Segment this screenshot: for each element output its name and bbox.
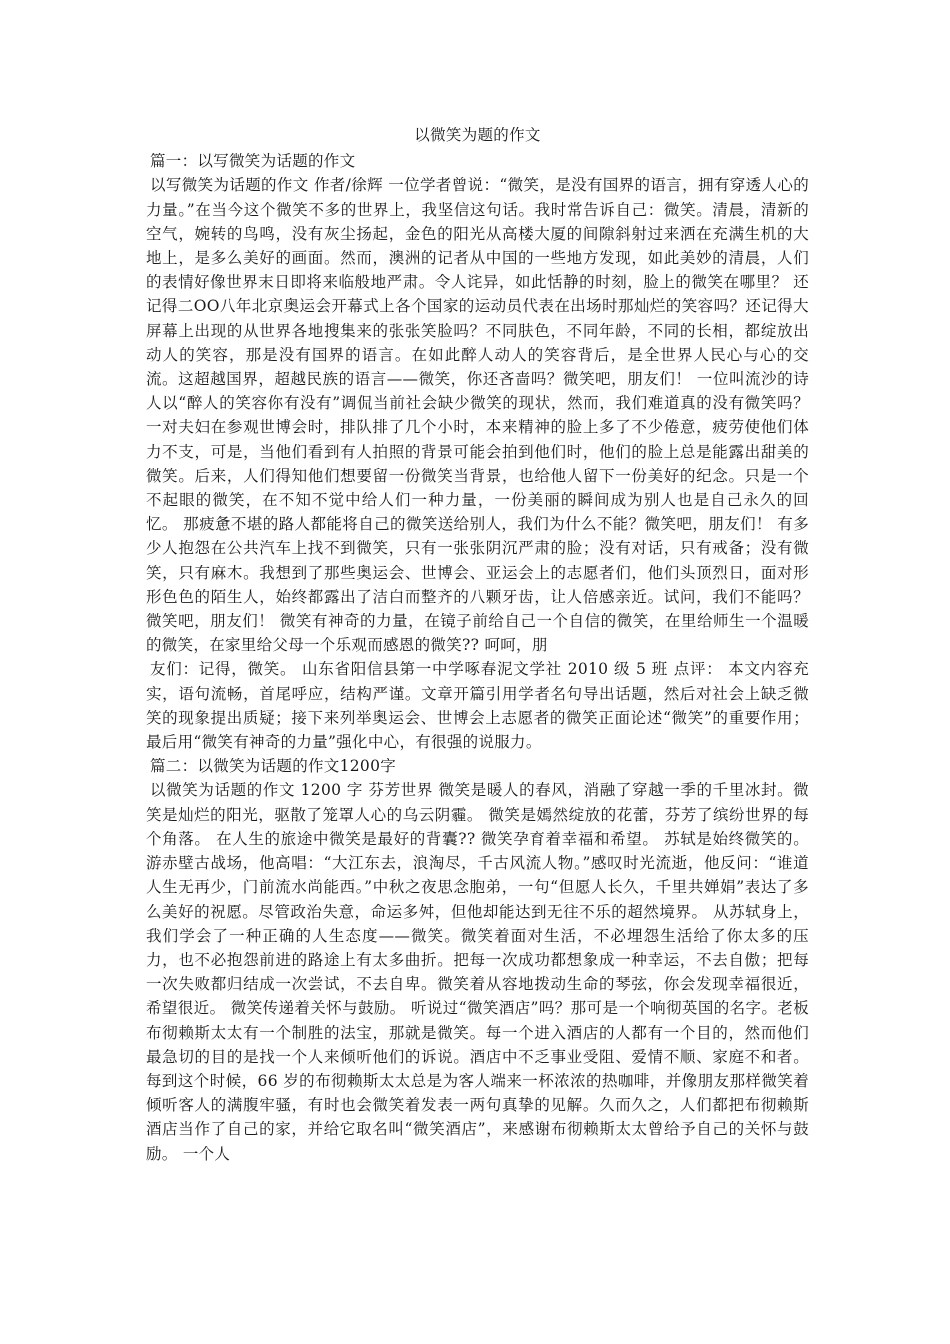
- document-body: [146, 123, 809, 1166]
- document-title: 以微笑为题的作文: [414, 126, 541, 144]
- section-2-paragraph-1: [146, 778, 809, 1165]
- section-heading-1: 篇一：以写微笑为话题的作文: [150, 152, 356, 171]
- paragraph-text: 以写微笑为话题的作文 作者/徐辉 一位学者曾说：“微笑，是没有国界的语言，拥有穿透人心的力量。”在当今这个微笑不多的世界上，我坚信这句话。我时常告诉自己：微笑。清晨，清新的空气，婉转的鸟鸣，没有灰尘扬起，金色的阳光从高楼大厦的间隙斜射过来洒在充满生机的大地上，是多么美好的画面。然而，澳洲的记者从中国的一些地方发现，如此美妙的清晨，人们的表情好像世界末日即将来临般地严肃。令人诧异，如此恬静的时刻，脸上的微笑在哪里？ 还记得二OO八年北京奥运会开幕式上各个国家的运动员代表在出场时那灿烂的笑容吗？还记得大屏幕上出现的从世界各地搜集来的张张笑脸吗？不同肤色，不同年龄，不同的长相，都绽放出动人的笑容，那是没有国界的语言。在如此醉人动人的笑容背后，是全世界人民心与心的交流。这超越国界，超越民族的语言——微笑，你还吝啬吗？微笑吧，朋友们！ 一位叫流沙的诗人以“醉人的笑容你有没有”调侃当前社会缺少微笑的现状，然而，我们难道真的没有微笑吗？一对夫妇在参观世博会时，排队排了几个小时，本来精神的脸上多了不少倦意，疲劳使他们体力不支，可是，当他们看到有人拍照的背景可能会拍到他们时，他们的脸上总是能露出甜美的微笑。后来，人们得知他们想要留一份微笑当背景，也给他人留下一份美好的纪念。只是一个不起眼的微笑，在不知不觉中给人们一种力量，一份美丽的瞬间成为别人也是自己永久的回忆。 那疲惫不堪的路人都能将自己的微笑送给别人，我们为什么不能？微笑吧，朋友们！ 有多少人抱怨在公共汽车上找不到微笑，只有一张张阴沉严肃的脸；没有对话，只有戒备；没有微笑，只有麻木。我想到了那些奥运会、世博会、亚运会上的志愿者们，他们头顶烈日，面对形形色色的陌生人，始终都露出了洁白而整齐的八颗牙齿，让人倍感亲近。试问，我们不能吗？微笑吧，朋友们！ 微笑有神奇的力量，在镜子前给自己一个自信的微笑，在里给师生一个温暖的微笑，在家里给父母一个乐观而感恩的微笑?? 呵呵，朋: [146, 176, 809, 655]
- section-1-paragraph-1: [146, 173, 809, 657]
- section-heading-2: 篇二：以微笑为话题的作文1200字: [150, 757, 397, 776]
- paragraph-text: 友们：记得，微笑。 山东省阳信县第一中学啄春泥文学社 2010 级 5 班 点评： 本文内容充实，语句流畅，首尾呼应，结构严谨。文章开篇引用学者名句导出话题，然后对社会上缺乏微笑的现象提出质疑；接下来列举奥运会、世博会上志愿者的微笑正面论述“微笑”的重要作用；最后用“微笑有神奇的力量”强化中心，有很强的说服力。: [146, 660, 809, 752]
- paragraph-text: 以微笑为话题的作文 1200 字 芬芳世界 微笑是暖人的春风，消融了穿越一季的千里冰封。微笑是灿烂的阳光，驱散了笼罩人心的乌云阴霾。 微笑是嫣然绽放的花蕾，芬芳了缤纷世界的每个角落。 在人生的旅途中微笑是最好的背囊?? 微笑孕育着幸福和希望。 苏轼是始终微笑的。游赤壁古战场，他高唱：“大江东去，浪淘尽，千古风流人物。”感叹时光流逝，他反问：“谁道人生无再少，门前流水尚能西。”中秋之夜思念胞弟，一句“但愿人长久，千里共婵娟”表达了多么美好的祝愿。尽管政治失意，命运多舛，但他却能达到无往不乐的超然境界。 从苏轼身上，我们学会了一种正确的人生态度——微笑。微笑着面对生活，不必埋怨生活给了你太多的压力，也不必抱怨前进的路途上有太多曲折。把每一次成功都想象成一种幸运，不去自傲；把每一次失败都归结成一次尝试，不去自卑。微笑着从容地拨动生命的琴弦，你会发现幸福很近，希望很近。 微笑传递着关怀与鼓励。 听说过“微笑酒店”吗？那可是一个响彻英国的名字。老板布彻赖斯太太有一个制胜的法宝，那就是微笑。每一个进入酒店的人都有一个目的，然而他们最急切的目的是找一个人来倾听他们的诉说。酒店中不乏事业受阻、爱情不顺、家庭不和者。每到这个时候，66 岁的布彻赖斯太太总是为客人端来一杯浓浓的热咖啡，并像朋友那样微笑着倾听客人的满腹牢骚，有时也会微笑着发表一两句真挚的见解。久而久之，人们都把布彻赖斯酒店当作了自己的家，并给它取名叫“微笑酒店”，来感谢布彻赖斯太太曾给予自己的关怀与鼓励。 一个人: [146, 781, 809, 1163]
- section-1-paragraph-2: [146, 657, 809, 754]
